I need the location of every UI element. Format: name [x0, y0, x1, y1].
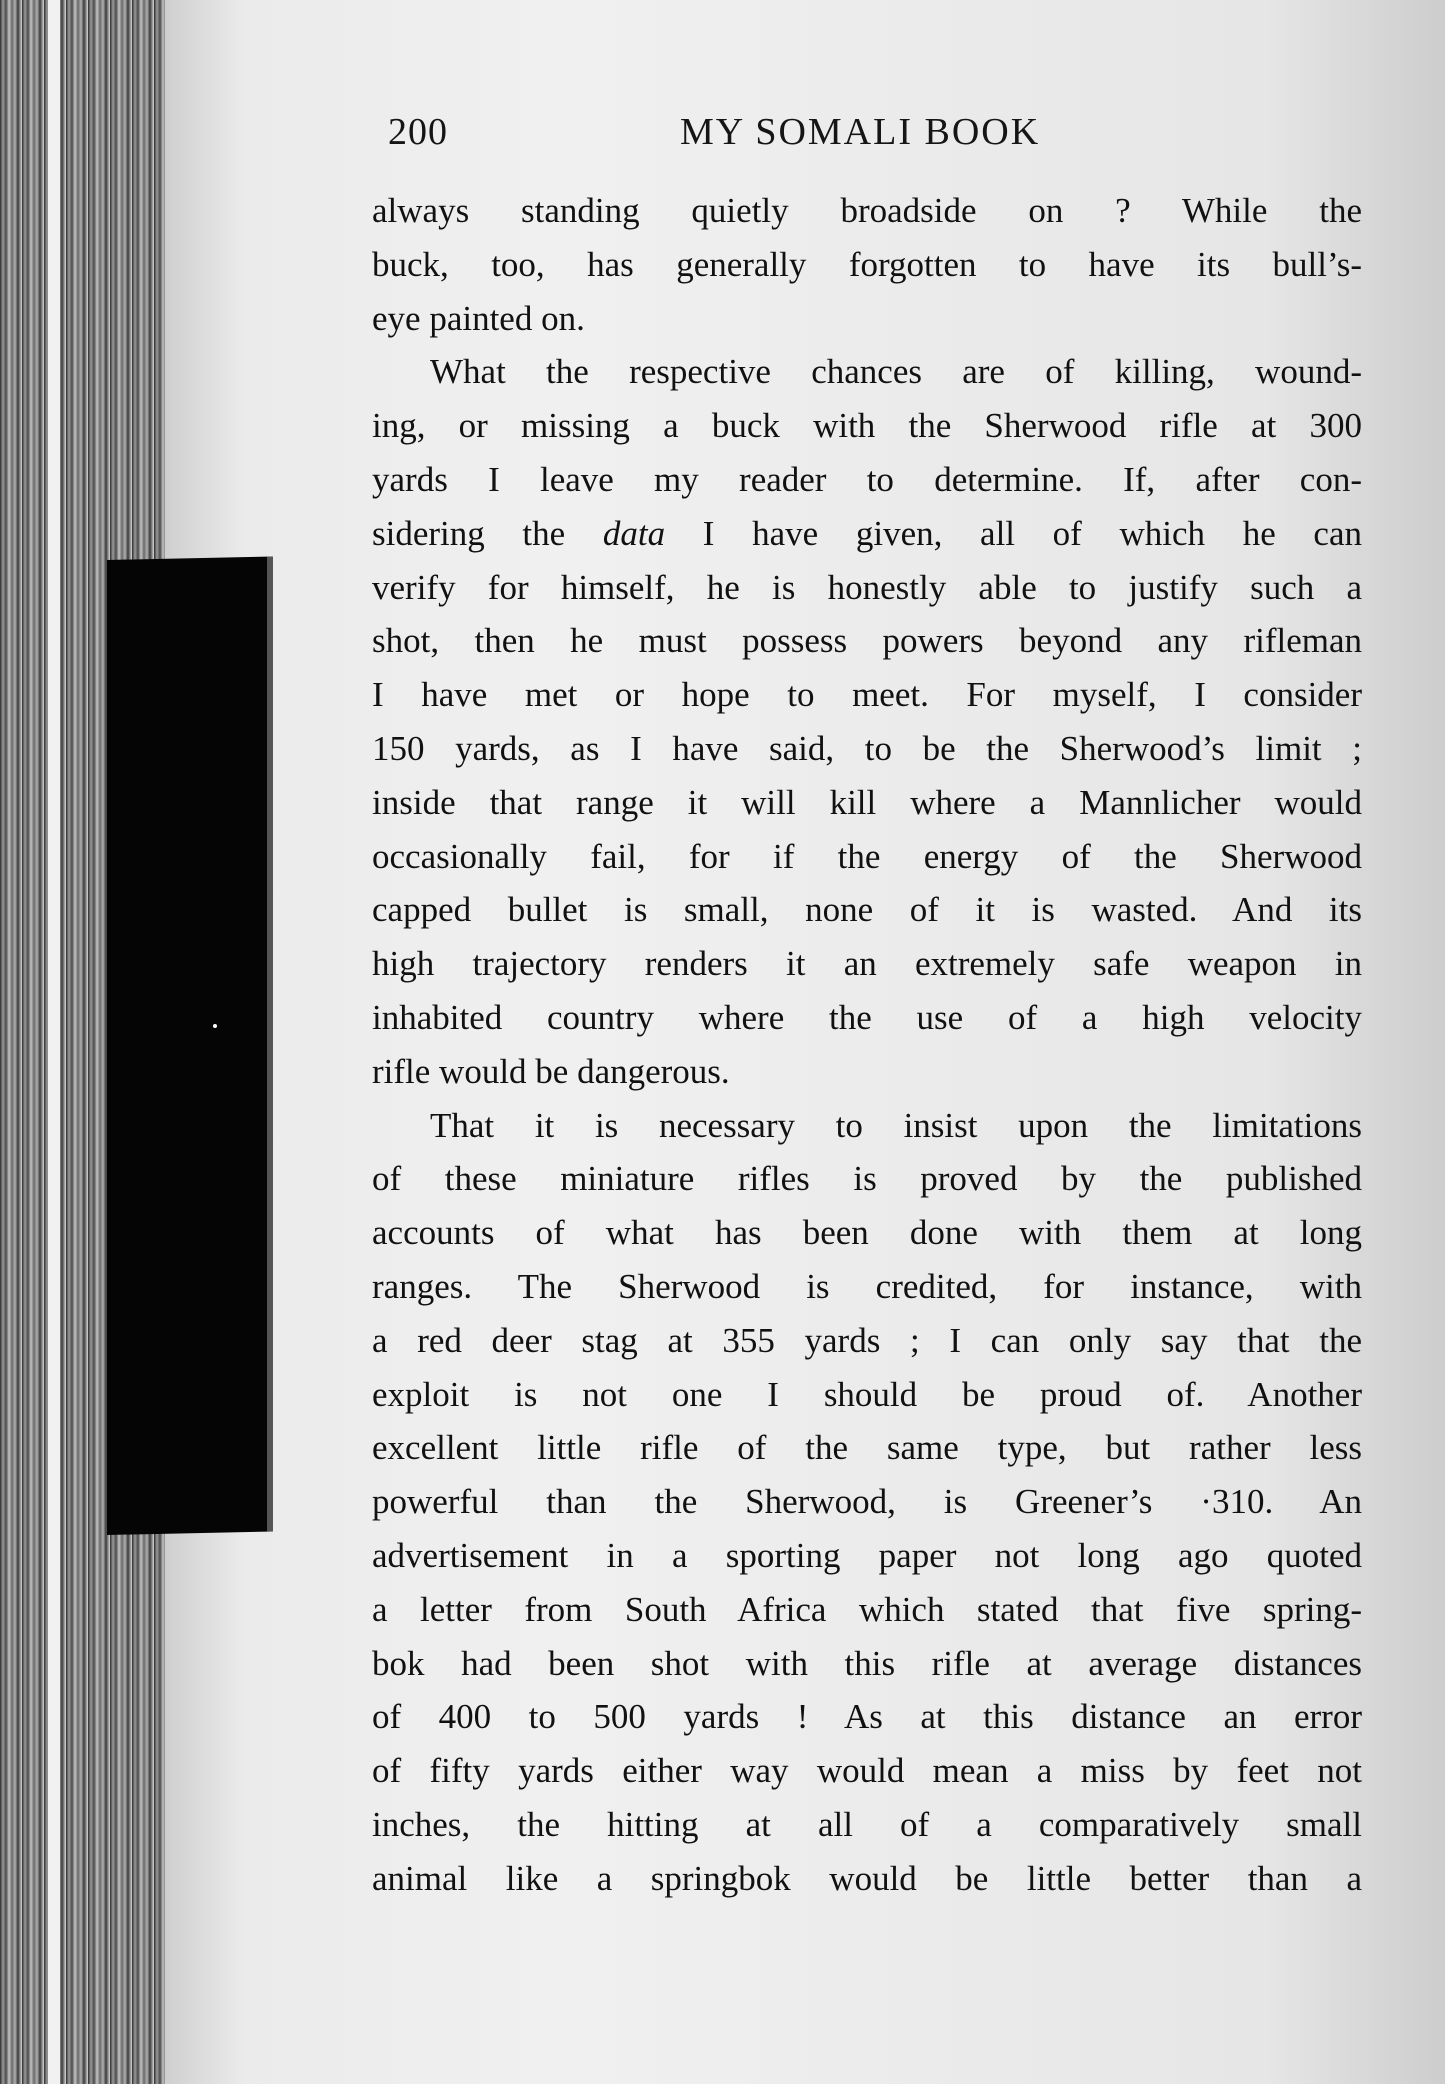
- text-line: rifle would be dangerous.: [372, 1051, 730, 1091]
- text-line: a letter from South Africa which stated that five spring-: [372, 1589, 1362, 1629]
- body-text: [372, 184, 1362, 1906]
- text-line: [372, 507, 1362, 561]
- text-line: bok had been shot with this rifle at average distances: [372, 1643, 1362, 1683]
- text-line: What the respective chances are of killing, wound-: [430, 352, 1362, 392]
- text-line: high trajectory renders it an extremely safe weapon in: [372, 944, 1362, 984]
- text-line: of 400 to 500 yards ! As at this distance an error: [372, 1697, 1362, 1737]
- text-line: animal like a springbok would be little better than a: [372, 1858, 1362, 1898]
- text-line: verify for himself, he is honestly able to justify such a: [372, 567, 1362, 607]
- text-line: That it is necessary to insist upon the limitations: [430, 1105, 1362, 1145]
- text-line: inside that range it will kill where a Mannlicher would: [372, 782, 1362, 822]
- text-segment: I have given, all of which he can: [702, 513, 1362, 553]
- text-line: capped bullet is small, none of it is wasted. And its: [372, 890, 1362, 930]
- running-title: MY SOMALI BOOK: [680, 111, 1041, 153]
- italic-word: data: [602, 513, 666, 553]
- text-line: advertisement in a sporting paper not long ago quoted: [372, 1535, 1362, 1575]
- black-bookmark-tab: [107, 557, 273, 1535]
- text-line: buck, too, has generally forgotten to have its bull’s-: [372, 244, 1362, 284]
- page-number: 200: [388, 111, 448, 153]
- text-line: yards I leave my reader to determine. If, after con-: [372, 459, 1362, 499]
- text-line: occasionally fail, for if the energy of the Sherwood: [372, 836, 1362, 876]
- text-line: always standing quietly broadside on ? While the: [372, 191, 1362, 230]
- text-line: exploit is not one I should be proud of. Another: [372, 1374, 1362, 1414]
- text-line: inhabited country where the use of a high velocity: [372, 997, 1362, 1037]
- text-line: accounts of what has been done with them at long: [372, 1213, 1362, 1253]
- marker-speck: [213, 1024, 217, 1028]
- text-line: 150 yards, as I have said, to be the Sherwood’s limit ;: [372, 728, 1362, 768]
- text-line: shot, then he must possess powers beyond any rifleman: [372, 621, 1362, 661]
- text-line: I have met or hope to meet. For myself, I consider: [372, 675, 1362, 715]
- text-line: ranges. The Sherwood is credited, for instance, with: [372, 1266, 1362, 1306]
- text-line: inches, the hitting at all of a comparatively small: [372, 1804, 1362, 1844]
- text-line: eye painted on.: [372, 298, 585, 338]
- running-header: [388, 110, 1088, 170]
- text-segment: sidering the: [372, 513, 566, 553]
- text-line: of these miniature rifles is proved by the published: [372, 1159, 1362, 1199]
- text-line: powerful than the Sherwood, is Greener’s ·310. An: [372, 1482, 1362, 1522]
- text-line: a red deer stag at 355 yards ; I can only say that the: [372, 1320, 1362, 1360]
- text-line: of fifty yards either way would mean a miss by feet not: [372, 1751, 1362, 1791]
- text-line: excellent little rifle of the same type, but rather less: [372, 1428, 1362, 1468]
- text-line: ing, or missing a buck with the Sherwood rifle at 300: [372, 406, 1362, 446]
